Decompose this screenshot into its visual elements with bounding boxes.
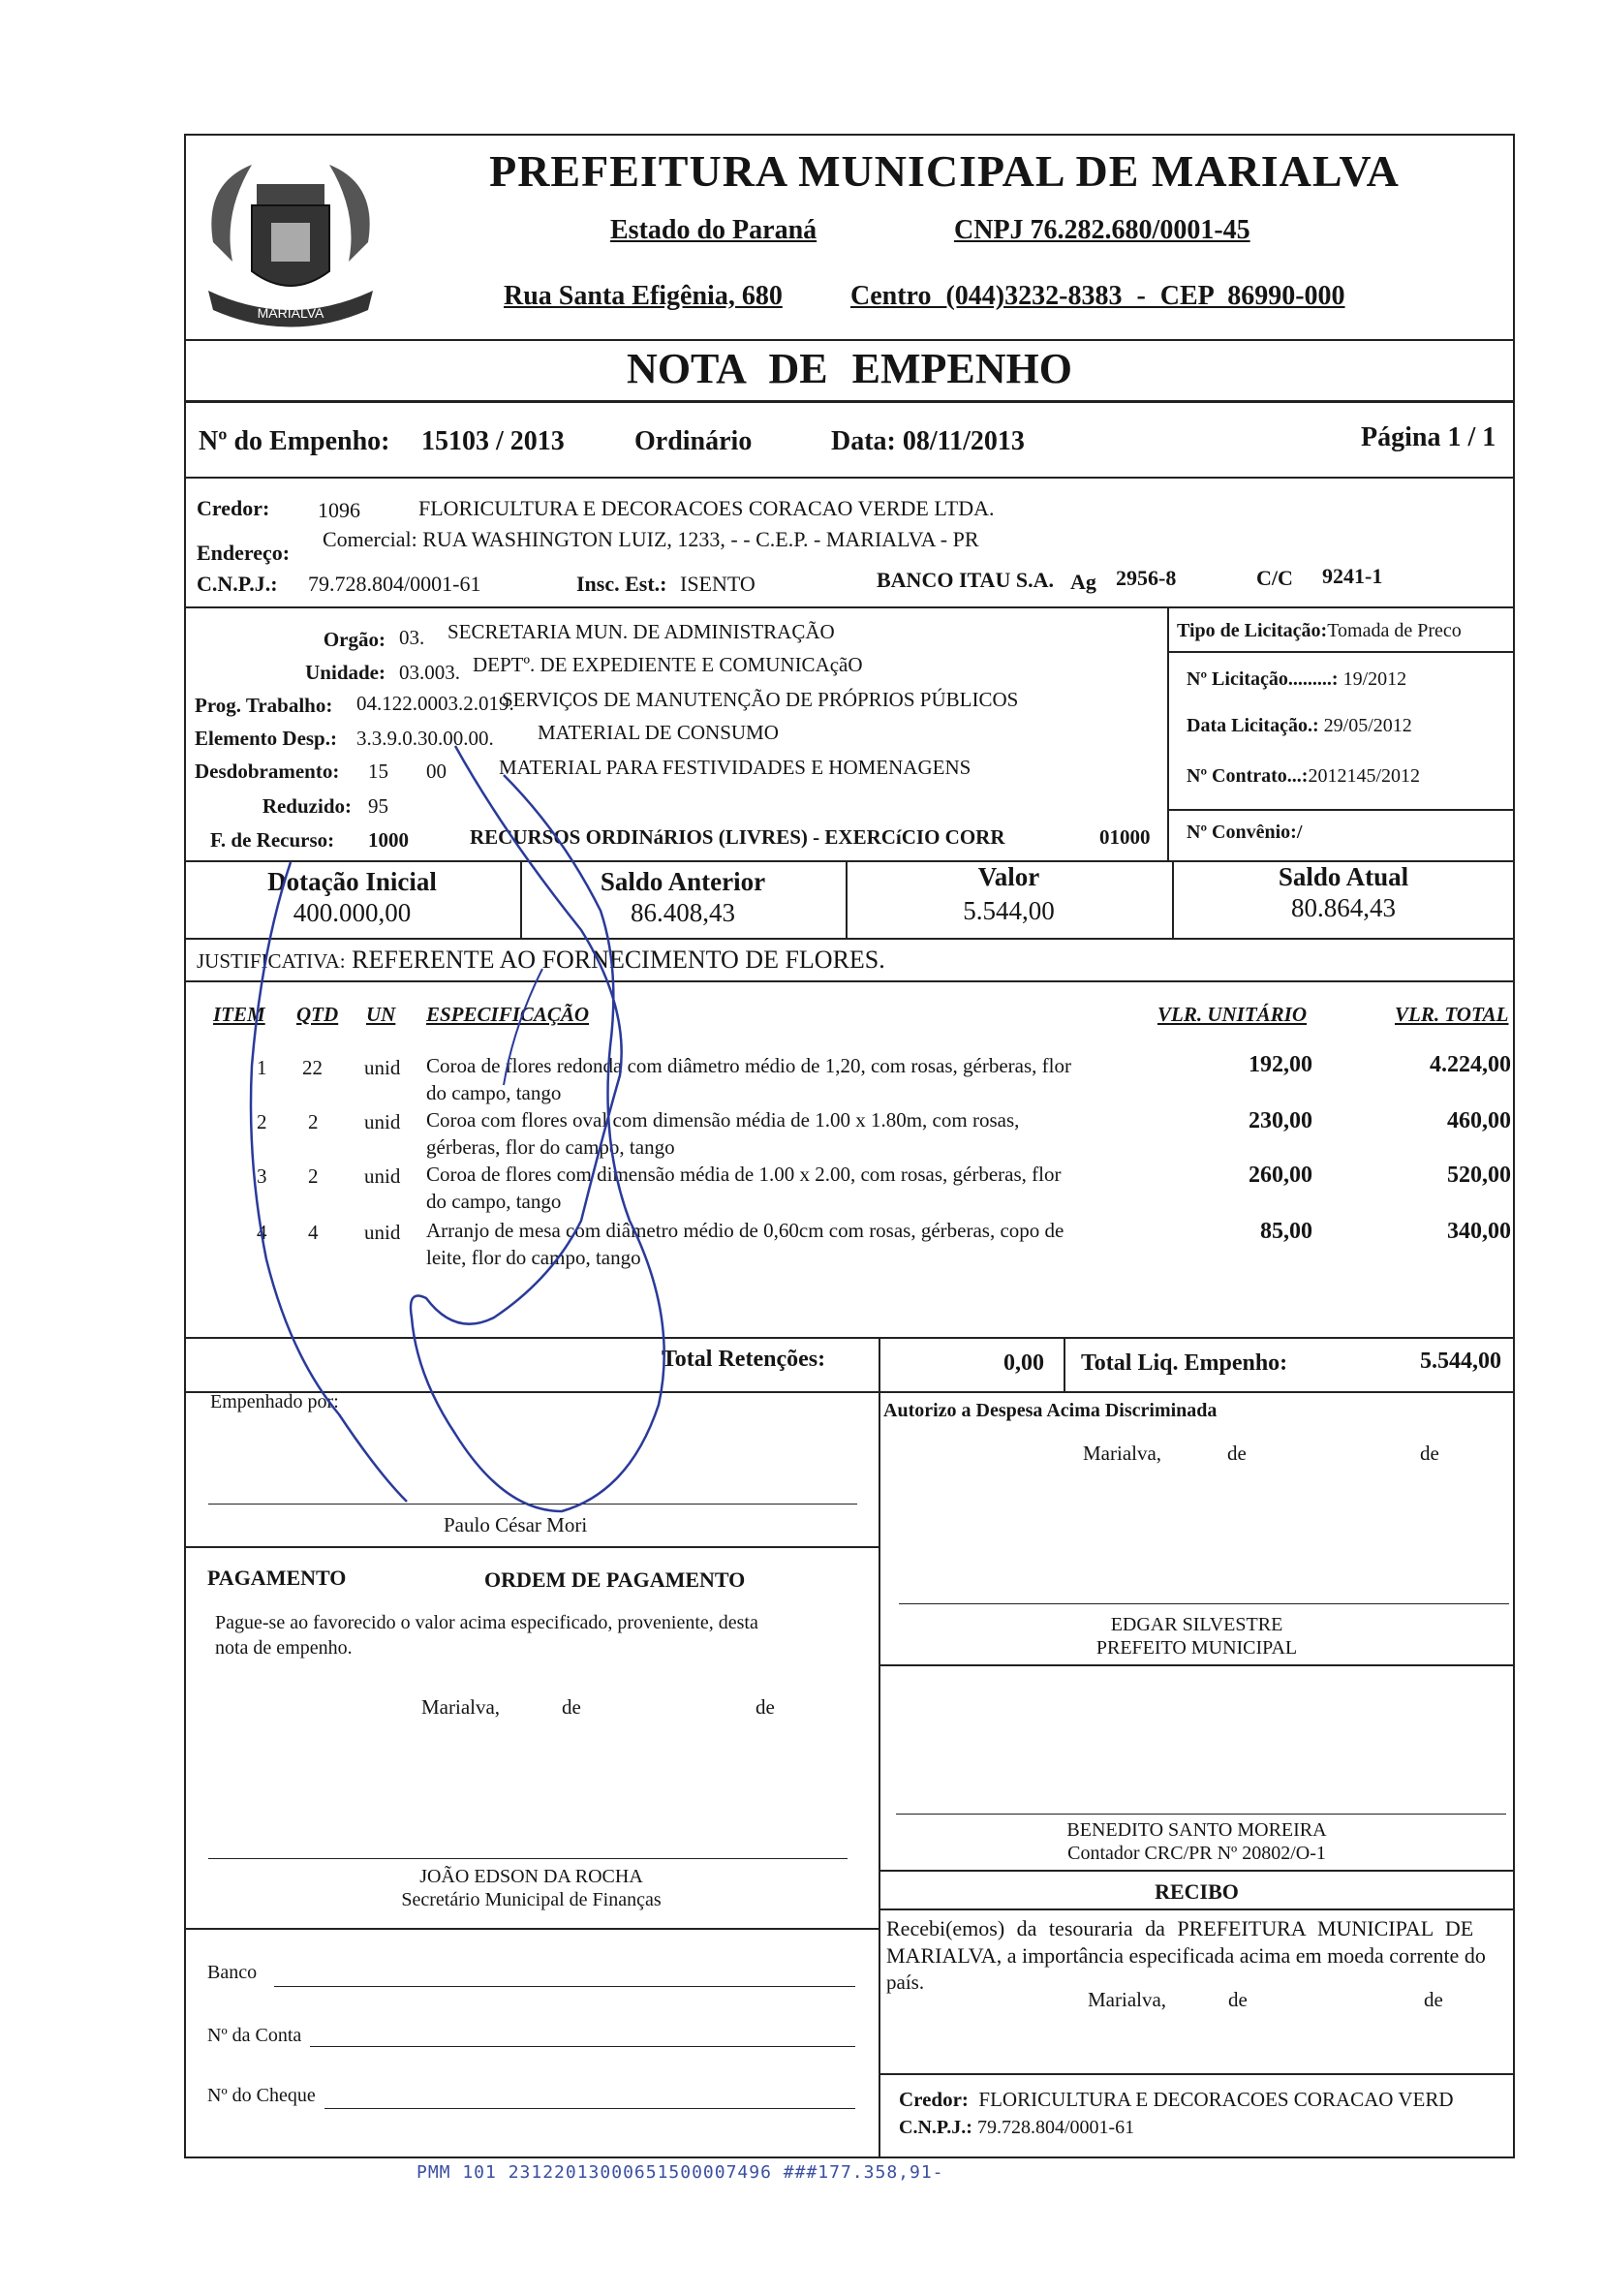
empenhado-label: Empenhado por:	[210, 1391, 339, 1412]
unidade-label: Unidade:	[305, 661, 386, 684]
retencoes-value: 0,00	[1003, 1350, 1044, 1376]
credor-footer-cnpj: C.N.P.J.: 79.728.804/0001-61	[899, 2117, 1135, 2138]
item-un: unid	[364, 1221, 401, 1244]
cc-value: 9241-1	[1322, 564, 1383, 588]
secretario-role: Secretário Municipal de Finanças	[401, 1889, 662, 1910]
elem-name: MATERIAL DE CONSUMO	[538, 721, 779, 744]
num-convenio: Nº Convênio:/	[1187, 822, 1303, 843]
retencoes-label: Total Retenções:	[662, 1347, 826, 1372]
item-un: unid	[364, 1110, 401, 1133]
contador-name: BENEDITO SANTO MOREIRA	[1066, 1819, 1327, 1841]
insc-label: Insc. Est.:	[576, 572, 667, 596]
recibo-line-3: país.	[886, 1970, 925, 1994]
recibo-title: RECIBO	[1155, 1879, 1239, 1904]
item-number: 2	[257, 1110, 267, 1133]
dotacao-label: Dotação Inicial	[267, 867, 437, 896]
bank-name: BANCO ITAU S.A.	[877, 568, 1054, 592]
prog-code: 04.122.0003.2.019.	[356, 692, 514, 715]
item-qtd: 2	[308, 1164, 319, 1188]
ag-label: Ag	[1070, 570, 1096, 594]
conta-label: Nº da Conta	[207, 2025, 302, 2046]
reduz-label: Reduzido:	[262, 794, 352, 818]
credor-name: FLORICULTURA E DECORACOES CORACAO VERDE LTDA.	[418, 496, 995, 520]
cnpj-label-credor: C.N.P.J.:	[197, 572, 278, 596]
desd-code2: 00	[426, 760, 447, 783]
recibo-line-1: Recebi(emos) da tesouraria da PREFEITURA MUNICIPAL DE	[886, 1916, 1474, 1940]
item-desc-2: do campo, tango	[426, 1081, 562, 1104]
empenho-label: Nº do Empenho:	[199, 426, 390, 456]
valor-value: 5.544,00	[963, 896, 1055, 925]
contador-role: Contador CRC/PR Nº 20802/O-1	[1067, 1843, 1326, 1864]
page-number: Página 1 / 1	[1361, 422, 1496, 452]
recibo-de2: de	[1424, 1988, 1443, 2011]
saldo-anterior-value: 86.408,43	[631, 898, 735, 927]
item-total-value: 460,00	[1447, 1108, 1511, 1133]
empenho-date: Data: 08/11/2013	[831, 426, 1025, 456]
item-unit-value: 260,00	[1249, 1163, 1312, 1188]
justificativa: JUSTIFICATIVA: REFERENTE AO FORNECIMENTO DE FLORES.	[197, 946, 885, 974]
cnpj-label: CNPJ 76.282.680/0001-45	[954, 215, 1250, 245]
credor-address: Comercial: RUA WASHINGTON LUIZ, 1233, - - C.E.P. - MARIALVA - PR	[323, 527, 979, 551]
col-un: UN	[366, 1003, 396, 1026]
orgao-label: Orgão:	[323, 628, 386, 651]
item-desc-1: Arranjo de mesa com diâmetro médio de 0,60cm com rosas, gérberas, copo de	[426, 1219, 1064, 1242]
recurso-name: RECURSOS ORDINáRIOS (LIVRES) - EXERCíCIO CORR	[470, 825, 1005, 849]
cheque-label: Nº do Cheque	[207, 2085, 316, 2106]
desd-label: Desdobramento:	[195, 760, 340, 783]
pagamento-city: Marialva,	[421, 1695, 501, 1719]
item-total-value: 340,00	[1447, 1219, 1511, 1244]
item-desc-2: leite, flor do campo, tango	[426, 1246, 641, 1269]
recibo-line-2: MARIALVA, a importância especificada acima em moeda corrente do	[886, 1943, 1486, 1968]
credor-footer-name: Credor: FLORICULTURA E DECORACOES CORACAO VERD	[899, 2088, 1454, 2111]
address-label-credor: Endereço:	[197, 541, 291, 565]
item-desc-1: Coroa com flores oval com dimensão média de 1.00 x 1.80m, com rosas,	[426, 1108, 1020, 1132]
saldo-anterior-label: Saldo Anterior	[600, 867, 766, 896]
item-unit-value: 192,00	[1249, 1052, 1312, 1077]
state-label: Estado do Paraná	[610, 215, 817, 245]
item-desc-1: Coroa de flores com dimensão média de 1.00 x 2.00, com rosas, gérberas, flor	[426, 1163, 1062, 1186]
prog-label: Prog. Trabalho:	[195, 694, 333, 717]
credor-code: 1096	[318, 498, 360, 522]
autorizo-city: Marialva,	[1083, 1442, 1162, 1465]
item-total-value: 4.224,00	[1430, 1052, 1511, 1077]
autorizo-de2: de	[1420, 1442, 1439, 1465]
recurso-label: F. de Recurso:	[210, 828, 335, 852]
address-label: Centro (044)3232-8383 - CEP 86990-000	[850, 281, 1345, 311]
prefeito-role: PREFEITO MUNICIPAL	[1095, 1637, 1298, 1659]
empenho-number: 15103 / 2013	[421, 426, 565, 456]
ag-value: 2956-8	[1116, 566, 1177, 590]
unidade-code: 03.003.	[399, 661, 460, 684]
num-licitacao: Nº Licitação.........: 19/2012	[1187, 668, 1407, 690]
unidade-name: DEPTº. DE EXPEDIENTE E COMUNICAçãO	[473, 653, 863, 676]
reduz-value: 95	[368, 794, 388, 818]
item-desc-2: do campo, tango	[426, 1190, 562, 1213]
liq-label: Total Liq. Empenho:	[1081, 1350, 1288, 1376]
pagamento-text-1: Pague-se ao favorecido o valor acima especificado, proveniente, desta	[215, 1612, 758, 1633]
orgao-name: SECRETARIA MUN. DE ADMINISTRAÇÃO	[447, 620, 835, 643]
saldo-atual-label: Saldo Atual	[1278, 862, 1409, 891]
insc-value: ISENTO	[680, 572, 756, 596]
item-unit-value: 85,00	[1260, 1219, 1312, 1244]
valor-label: Valor	[977, 862, 1040, 891]
item-total-value: 520,00	[1447, 1163, 1511, 1188]
autorizo-de1: de	[1227, 1442, 1247, 1465]
item-un: unid	[364, 1056, 401, 1079]
item-desc-2: gérberas, flor do campo, tango	[426, 1135, 675, 1159]
item-un: unid	[364, 1164, 401, 1188]
data-licitacao: Data Licitação.: 29/05/2012	[1187, 715, 1412, 736]
item-qtd: 4	[308, 1221, 319, 1244]
item-number: 1	[257, 1056, 267, 1079]
prefeito-name: EDGAR SILVESTRE	[1110, 1614, 1283, 1635]
ordem-pagamento: ORDEM DE PAGAMENTO	[484, 1567, 746, 1592]
col-item: ITEM	[213, 1003, 265, 1026]
recurso-code: 1000	[368, 828, 409, 852]
col-vlr-unit: VLR. UNITÁRIO	[1157, 1003, 1308, 1026]
pagamento-text-2: nota de empenho.	[215, 1637, 353, 1659]
elem-code: 3.3.9.0.30.00.00.	[356, 727, 494, 750]
pagamento-label: PAGAMENTO	[207, 1566, 347, 1590]
crest-text: MARIALVA	[257, 305, 324, 321]
desd-name: MATERIAL PARA FESTIVIDADES E HOMENAGENS	[499, 756, 972, 779]
item-unit-value: 230,00	[1249, 1108, 1312, 1133]
footer-code: PMM 101 23122013000651500007496 ###177.358,91-	[416, 2162, 944, 2183]
doc-title: NOTA DE EMPENHO	[627, 345, 1072, 392]
tipo-licitacao: Tipo de Licitação:Tomada de Preco	[1177, 620, 1462, 641]
item-desc-1: Coroa de flores redonda com diâmetro médio de 1,20, com rosas, gérberas, flor	[426, 1054, 1071, 1077]
empenhado-signer: Paulo César Mori	[444, 1513, 588, 1536]
street-label: Rua Santa Efigênia, 680	[504, 281, 783, 311]
item-number: 3	[257, 1164, 267, 1188]
cc-label: C/C	[1256, 566, 1293, 590]
recurso-code2: 01000	[1099, 825, 1151, 849]
pagamento-de1: de	[562, 1695, 581, 1719]
prefeitura-title: PREFEITURA MUNICIPAL DE MARIALVA	[489, 146, 1400, 196]
item-qtd: 22	[302, 1056, 323, 1079]
liq-value: 5.544,00	[1420, 1349, 1501, 1374]
saldo-atual-value: 80.864,43	[1291, 893, 1396, 922]
col-espec: ESPECIFICAÇÃO	[426, 1003, 590, 1026]
credor-label: Credor:	[197, 496, 270, 520]
recibo-de1: de	[1228, 1988, 1248, 2011]
orgao-code: 03.	[399, 626, 425, 649]
banco-label: Banco	[207, 1962, 258, 1983]
dotacao-value: 400.000,00	[293, 898, 412, 927]
col-qtd: QTD	[296, 1003, 339, 1026]
autorizo-label: Autorizo a Despesa Acima Discriminada	[883, 1400, 1218, 1421]
item-number: 4	[257, 1221, 267, 1244]
num-contrato: Nº Contrato...:2012145/2012	[1187, 765, 1421, 787]
item-qtd: 2	[308, 1110, 319, 1133]
credor-cnpj: 79.728.804/0001-61	[308, 572, 481, 596]
pagamento-de2: de	[756, 1695, 775, 1719]
empenho-type: Ordinário	[634, 426, 753, 456]
recibo-city: Marialva,	[1088, 1988, 1167, 2011]
desd-code: 15	[368, 760, 388, 783]
secretario-name: JOÃO EDSON DA ROCHA	[419, 1866, 643, 1887]
col-vlr-total: VLR. TOTAL	[1395, 1003, 1509, 1026]
prog-name: SERVIÇOS DE MANUTENÇÃO DE PRÓPRIOS PÚBLICOS	[502, 688, 1019, 711]
elem-label: Elemento Desp.:	[195, 727, 337, 750]
